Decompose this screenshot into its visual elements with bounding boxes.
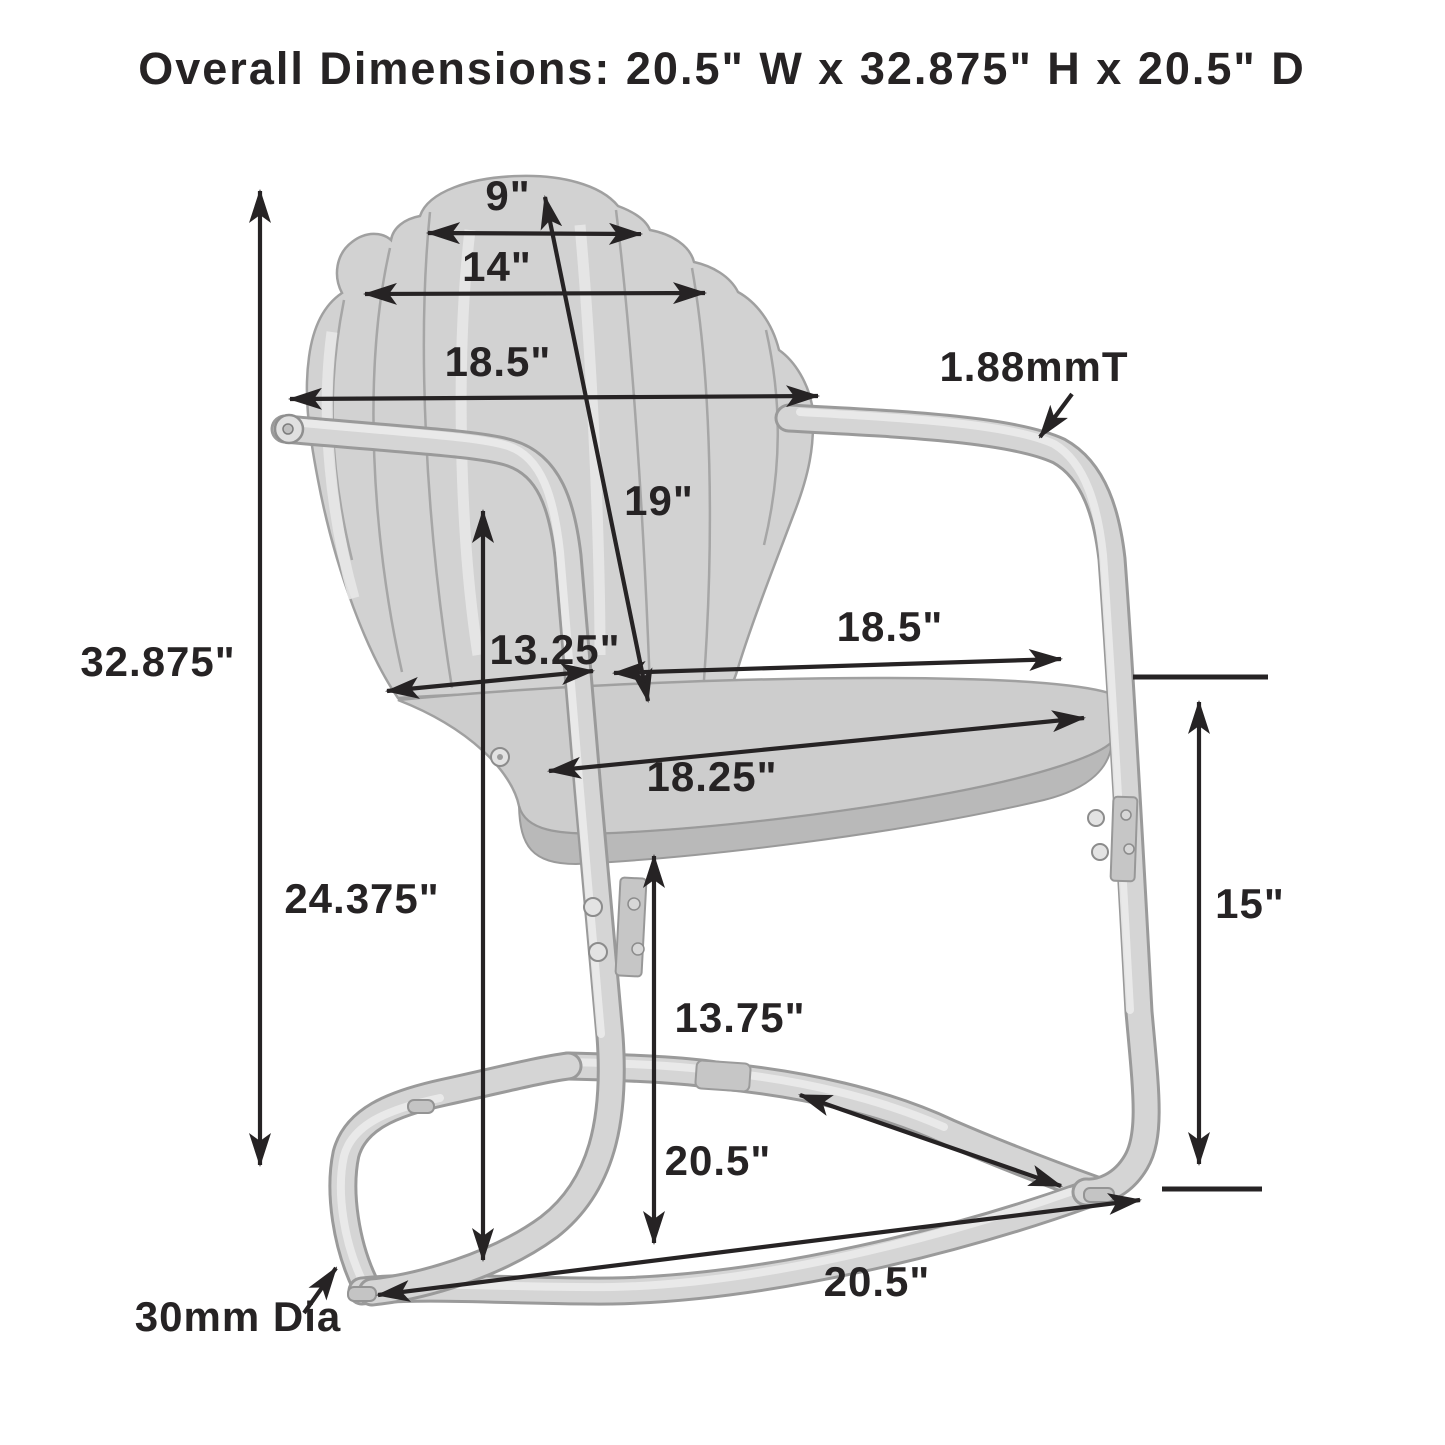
- label-seat-height: 15": [1215, 880, 1285, 927]
- label-base-bottom-width: 20.5": [823, 1258, 931, 1305]
- label-metal-thickness: 1.88mmT: [939, 343, 1129, 390]
- label-overall-height: 32.875": [80, 638, 236, 685]
- diagram-title: Overall Dimensions: 20.5" W x 32.875" H x 20.5" D: [138, 43, 1306, 94]
- label-seat-front-width: 18.25": [646, 753, 778, 800]
- left-bracket-bolt-1: [584, 898, 602, 916]
- pointer-metal-thickness: [1040, 394, 1072, 437]
- right-bracket-screw-1: [1121, 810, 1131, 820]
- right-bracket-screw-2: [1124, 844, 1134, 854]
- cross-tube-sleeve: [695, 1060, 751, 1092]
- dim-line-back-top-width: [428, 233, 641, 234]
- dim-line-back-mid-width: [365, 293, 705, 294]
- label-back-mid-width: 14": [462, 243, 532, 290]
- foot-pad-front-left: [348, 1287, 376, 1301]
- left-bracket-plate: [615, 877, 646, 976]
- left-bracket-bolt-2: [589, 943, 607, 961]
- left-bracket-screw-2: [632, 943, 644, 955]
- label-back-diagonal: 19": [624, 477, 694, 524]
- label-back-post-height: 24.375": [284, 875, 440, 922]
- right-bracket-bolt-2: [1092, 844, 1108, 860]
- arm-cap-screw: [283, 424, 293, 434]
- label-base-side-depth: 20.5": [664, 1137, 772, 1184]
- right-bracket-bolt-1: [1088, 810, 1104, 826]
- label-seat-depth: 18.5": [836, 603, 944, 650]
- label-back-width: 18.5": [444, 338, 552, 385]
- label-under-seat-clearance: 13.75": [674, 994, 806, 1041]
- foot-pad-front-right: [1084, 1188, 1114, 1202]
- label-tube-diameter: 30mm Dia: [134, 1293, 342, 1340]
- dim-line-back-width: [290, 396, 818, 399]
- label-back-top-width: 9": [485, 172, 531, 219]
- foot-pad-left-rail: [408, 1100, 434, 1113]
- label-inner-seat-back-width: 13.25": [489, 626, 621, 673]
- right-bracket-plate: [1111, 797, 1138, 882]
- seat-bolt-dot: [497, 754, 503, 760]
- left-bracket-screw-1: [628, 898, 640, 910]
